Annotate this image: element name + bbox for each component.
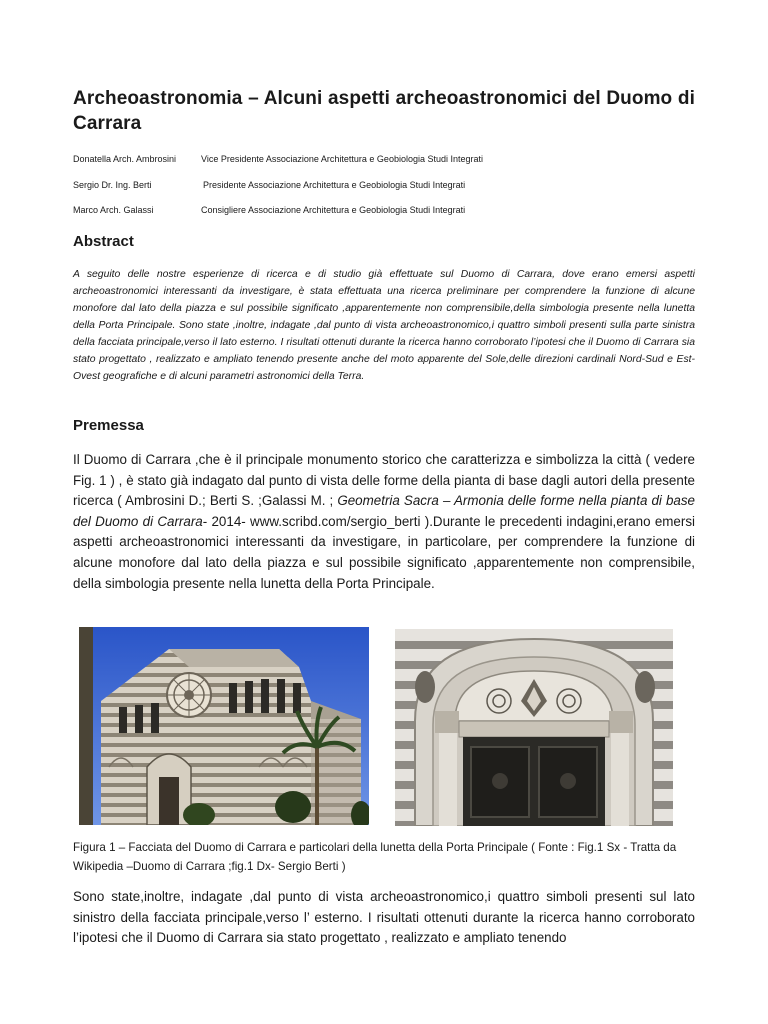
author-role: Vice Presidente Associazione Architettura e Geobiologia Studi Integrati: [201, 154, 484, 164]
premessa-paragraph: [73, 450, 695, 594]
author-line: [73, 179, 466, 191]
author-name: Donatella Arch. Ambrosini: [73, 154, 177, 164]
facade-illustration: [79, 627, 369, 825]
author-line: [73, 204, 466, 216]
lunette-illustration: [395, 629, 673, 826]
facade-photo: [79, 627, 369, 825]
author-line: [73, 153, 484, 165]
continuation-paragraph: Sono state,inoltre, indagate ,dal punto di vista archeoastronomico,i quattro simboli presenti sul lato sinistro della facciata principale,verso l’ esterno. I risultati ottenuti durante la ricerca hanno corroborato l’ipotesi che il Duomo di Carrara sia stato progettato , realizzato e ampliato tenendo: [73, 889, 695, 946]
author-role: Consigliere Associazione Architettura e Geobiologia Studi Integrati: [201, 205, 466, 215]
figure-caption: Figura 1 – Facciata del Duomo di Carrara e particolari della lunetta della Porta Principale ( Fonte : Fig.1 Sx - Tratta da Wikipedia –Duomo di Carrara ;fig.1 Dx- Sergio Berti ): [73, 841, 677, 873]
document-title: Archeoastronomia – Alcuni aspetti archeoastronomici del Duomo di Carrara: [73, 88, 695, 134]
abstract-heading: Abstract: [73, 233, 134, 250]
abstract-text: A seguito delle nostre esperienze di ricerca e di studio già effettuate sul Duomo di Carrara, dove erano emersi aspetti archeoastronomici interessanti da investigare, è stata effettuata una ricerca preliminare per comprendere la funzione di alcune monofore dal lato della piazza e sul possibile significato ,apparentemente non comprensibile,della simbologia presente nella lunetta della Porta Principale. Sono state ,inoltre, indagate ,dal punto di vista archeoastronomico,i quattro simboli presenti sulla parte sinistra della facciata principale,verso il lato esterno. I risultati ottenuti durante la ricerca hanno corroborato l’ipotesi che il Duomo di Carrara sia stato progettato , realizzato e ampliato tenendo presente anche del moto apparente del Sole,delle direzioni cardinali Nord-Sud e Est-Ovest geografiche e di alcuni parametri astronomici della Terra.: [73, 269, 695, 382]
premessa-text-1: Il Duomo di Carrara ,che è il principale monumento storico che caratterizza e simbolizza la città ( vedere Fig. 1 ) , è stato già indagato dal punto di vista delle forme della pianta di base dagli autori della presente ricerca ( Ambrosini D.; Berti S. ;Galassi M. ;: [73, 452, 695, 509]
author-name: Marco Arch. Galassi: [73, 205, 154, 215]
author-role: Presidente Associazione Architettura e Geobiologia Studi Integrati: [203, 180, 466, 190]
lunette-photo: [395, 629, 673, 826]
premessa-heading: Premessa: [73, 417, 144, 434]
author-name: Sergio Dr. Ing. Berti: [73, 180, 152, 190]
premessa-text-2: - 2014- www.scribd.com/sergio_berti ).Durante le precedenti indagini,erano emersi aspetti archeoastronomici interessanti da investigare, in particolare, per comprendere la funzione di alcune monofore dal lato della piazza e sul possibile significato ,apparentemente non comprensibile, della simbologia presente nella lunetta della Porta Principale.: [73, 513, 695, 591]
premessa-citation: Geometria Sacra – Armonia delle forme nella pianta di base del Duomo di Carrara: [73, 493, 695, 529]
